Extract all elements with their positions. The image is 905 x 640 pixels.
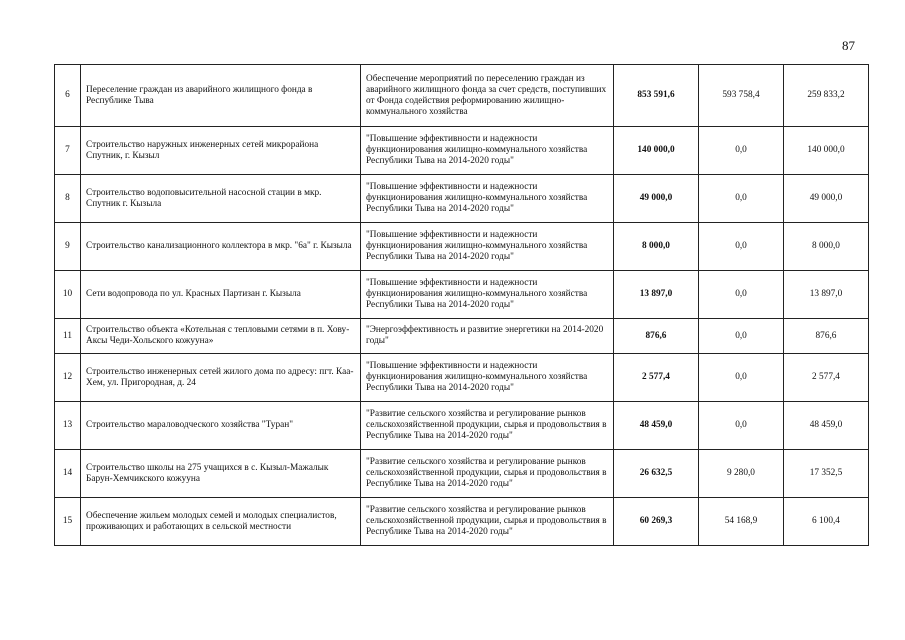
- project-name: Строительство инженерных сетей жилого дома по адресу: пгт. Каа-Хем, ул. Пригородная, д. 24: [81, 354, 361, 402]
- row-number: 9: [55, 223, 81, 271]
- row-number: 6: [55, 65, 81, 127]
- row-number: 13: [55, 402, 81, 450]
- total-amount: 60 269,3: [614, 498, 699, 546]
- federal-amount: 0,0: [699, 354, 784, 402]
- total-amount: 2 577,4: [614, 354, 699, 402]
- table-row: [55, 450, 869, 498]
- table-row: [55, 271, 869, 319]
- total-amount: 140 000,0: [614, 127, 699, 175]
- total-amount: 49 000,0: [614, 175, 699, 223]
- project-name: Переселение граждан из аварийного жилищного фонда в Республике Тыва: [81, 65, 361, 127]
- total-amount: 853 591,6: [614, 65, 699, 127]
- project-name: Строительство канализационного коллектора в мкр. "6а" г. Кызыла: [81, 223, 361, 271]
- regional-amount: 49 000,0: [784, 175, 869, 223]
- program-name: Обеспечение мероприятий по переселению граждан из аварийного жилищного фонда за счет средств, поступивших от Фонда содействия реформированию жилищно-коммунального хозяйства: [361, 65, 614, 127]
- row-number: 10: [55, 271, 81, 319]
- regional-amount: 8 000,0: [784, 223, 869, 271]
- federal-amount: 0,0: [699, 127, 784, 175]
- project-name: Строительство мараловодческого хозяйства "Туран": [81, 402, 361, 450]
- total-amount: 26 632,5: [614, 450, 699, 498]
- project-name: Строительство школы на 275 учащихся в с. Кызыл-Мажалык Барун-Хемчикского кожууна: [81, 450, 361, 498]
- table-row: [55, 319, 869, 354]
- regional-amount: 259 833,2: [784, 65, 869, 127]
- table-row: [55, 65, 869, 127]
- regional-amount: 17 352,5: [784, 450, 869, 498]
- table-row: [55, 175, 869, 223]
- regional-amount: 13 897,0: [784, 271, 869, 319]
- row-number: 14: [55, 450, 81, 498]
- program-name: "Повышение эффективности и надежности функционирования жилищно-коммунального хозяйства Республики Тыва на 2014-2020 годы": [361, 127, 614, 175]
- row-number: 12: [55, 354, 81, 402]
- total-amount: 876,6: [614, 319, 699, 354]
- program-name: "Повышение эффективности и надежности функционирования жилищно-коммунального хозяйства Республики Тыва на 2014-2020 годы": [361, 354, 614, 402]
- table-row: [55, 223, 869, 271]
- row-number: 15: [55, 498, 81, 546]
- total-amount: 8 000,0: [614, 223, 699, 271]
- project-name: Строительство водоповысительной насосной стации в мкр. Спутник г. Кызыла: [81, 175, 361, 223]
- federal-amount: 593 758,4: [699, 65, 784, 127]
- program-name: "Повышение эффективности и надежности функционирования жилищно-коммунального хозяйства Республики Тыва на 2014-2020 годы": [361, 175, 614, 223]
- total-amount: 13 897,0: [614, 271, 699, 319]
- federal-amount: 0,0: [699, 271, 784, 319]
- table-row: [55, 354, 869, 402]
- row-number: 8: [55, 175, 81, 223]
- row-number: 7: [55, 127, 81, 175]
- federal-amount: 0,0: [699, 319, 784, 354]
- program-name: "Развитие сельского хозяйства и регулирование рынков сельскохозяйственной продукции, сырья и продовольствия в Республике Тыва на 2014-2020 годы": [361, 498, 614, 546]
- project-name: Строительство наружных инженерных сетей микрорайона Спутник, г. Кызыл: [81, 127, 361, 175]
- total-amount: 48 459,0: [614, 402, 699, 450]
- program-name: "Развитие сельского хозяйства и регулирование рынков сельскохозяйственной продукции, сырья и продовольствия в Республике Тыва на 2014-2020 годы": [361, 450, 614, 498]
- table-row: [55, 127, 869, 175]
- program-name: "Энергоэффективность и развитие энергетики на 2014-2020 годы": [361, 319, 614, 354]
- regional-amount: 2 577,4: [784, 354, 869, 402]
- regional-amount: 876,6: [784, 319, 869, 354]
- program-name: "Повышение эффективности и надежности функционирования жилищно-коммунального хозяйства Республики Тыва на 2014-2020 годы": [361, 223, 614, 271]
- project-name: Обеспечение жильем молодых семей и молодых специалистов, проживающих и работающих в сельской местности: [81, 498, 361, 546]
- project-name: Строительство объекта «Котельная с тепловыми сетями в п. Хову-Аксы Чеди-Хольского кожууна»: [81, 319, 361, 354]
- row-number: 11: [55, 319, 81, 354]
- federal-amount: 9 280,0: [699, 450, 784, 498]
- federal-amount: 0,0: [699, 402, 784, 450]
- regional-amount: 48 459,0: [784, 402, 869, 450]
- regional-amount: 6 100,4: [784, 498, 869, 546]
- program-name: "Развитие сельского хозяйства и регулирование рынков сельскохозяйственной продукции, сырья и продовольствия в Республике Тыва на 2014-2020 годы": [361, 402, 614, 450]
- projects-table: [54, 64, 869, 546]
- federal-amount: 54 168,9: [699, 498, 784, 546]
- project-name: Сети водопровода по ул. Красных Партизан г. Кызыла: [81, 271, 361, 319]
- regional-amount: 140 000,0: [784, 127, 869, 175]
- table-row: [55, 402, 869, 450]
- page-number: 87: [842, 38, 855, 53]
- program-name: "Повышение эффективности и надежности функционирования жилищно-коммунального хозяйства Республики Тыва на 2014-2020 годы": [361, 271, 614, 319]
- federal-amount: 0,0: [699, 175, 784, 223]
- federal-amount: 0,0: [699, 223, 784, 271]
- table-row: [55, 498, 869, 546]
